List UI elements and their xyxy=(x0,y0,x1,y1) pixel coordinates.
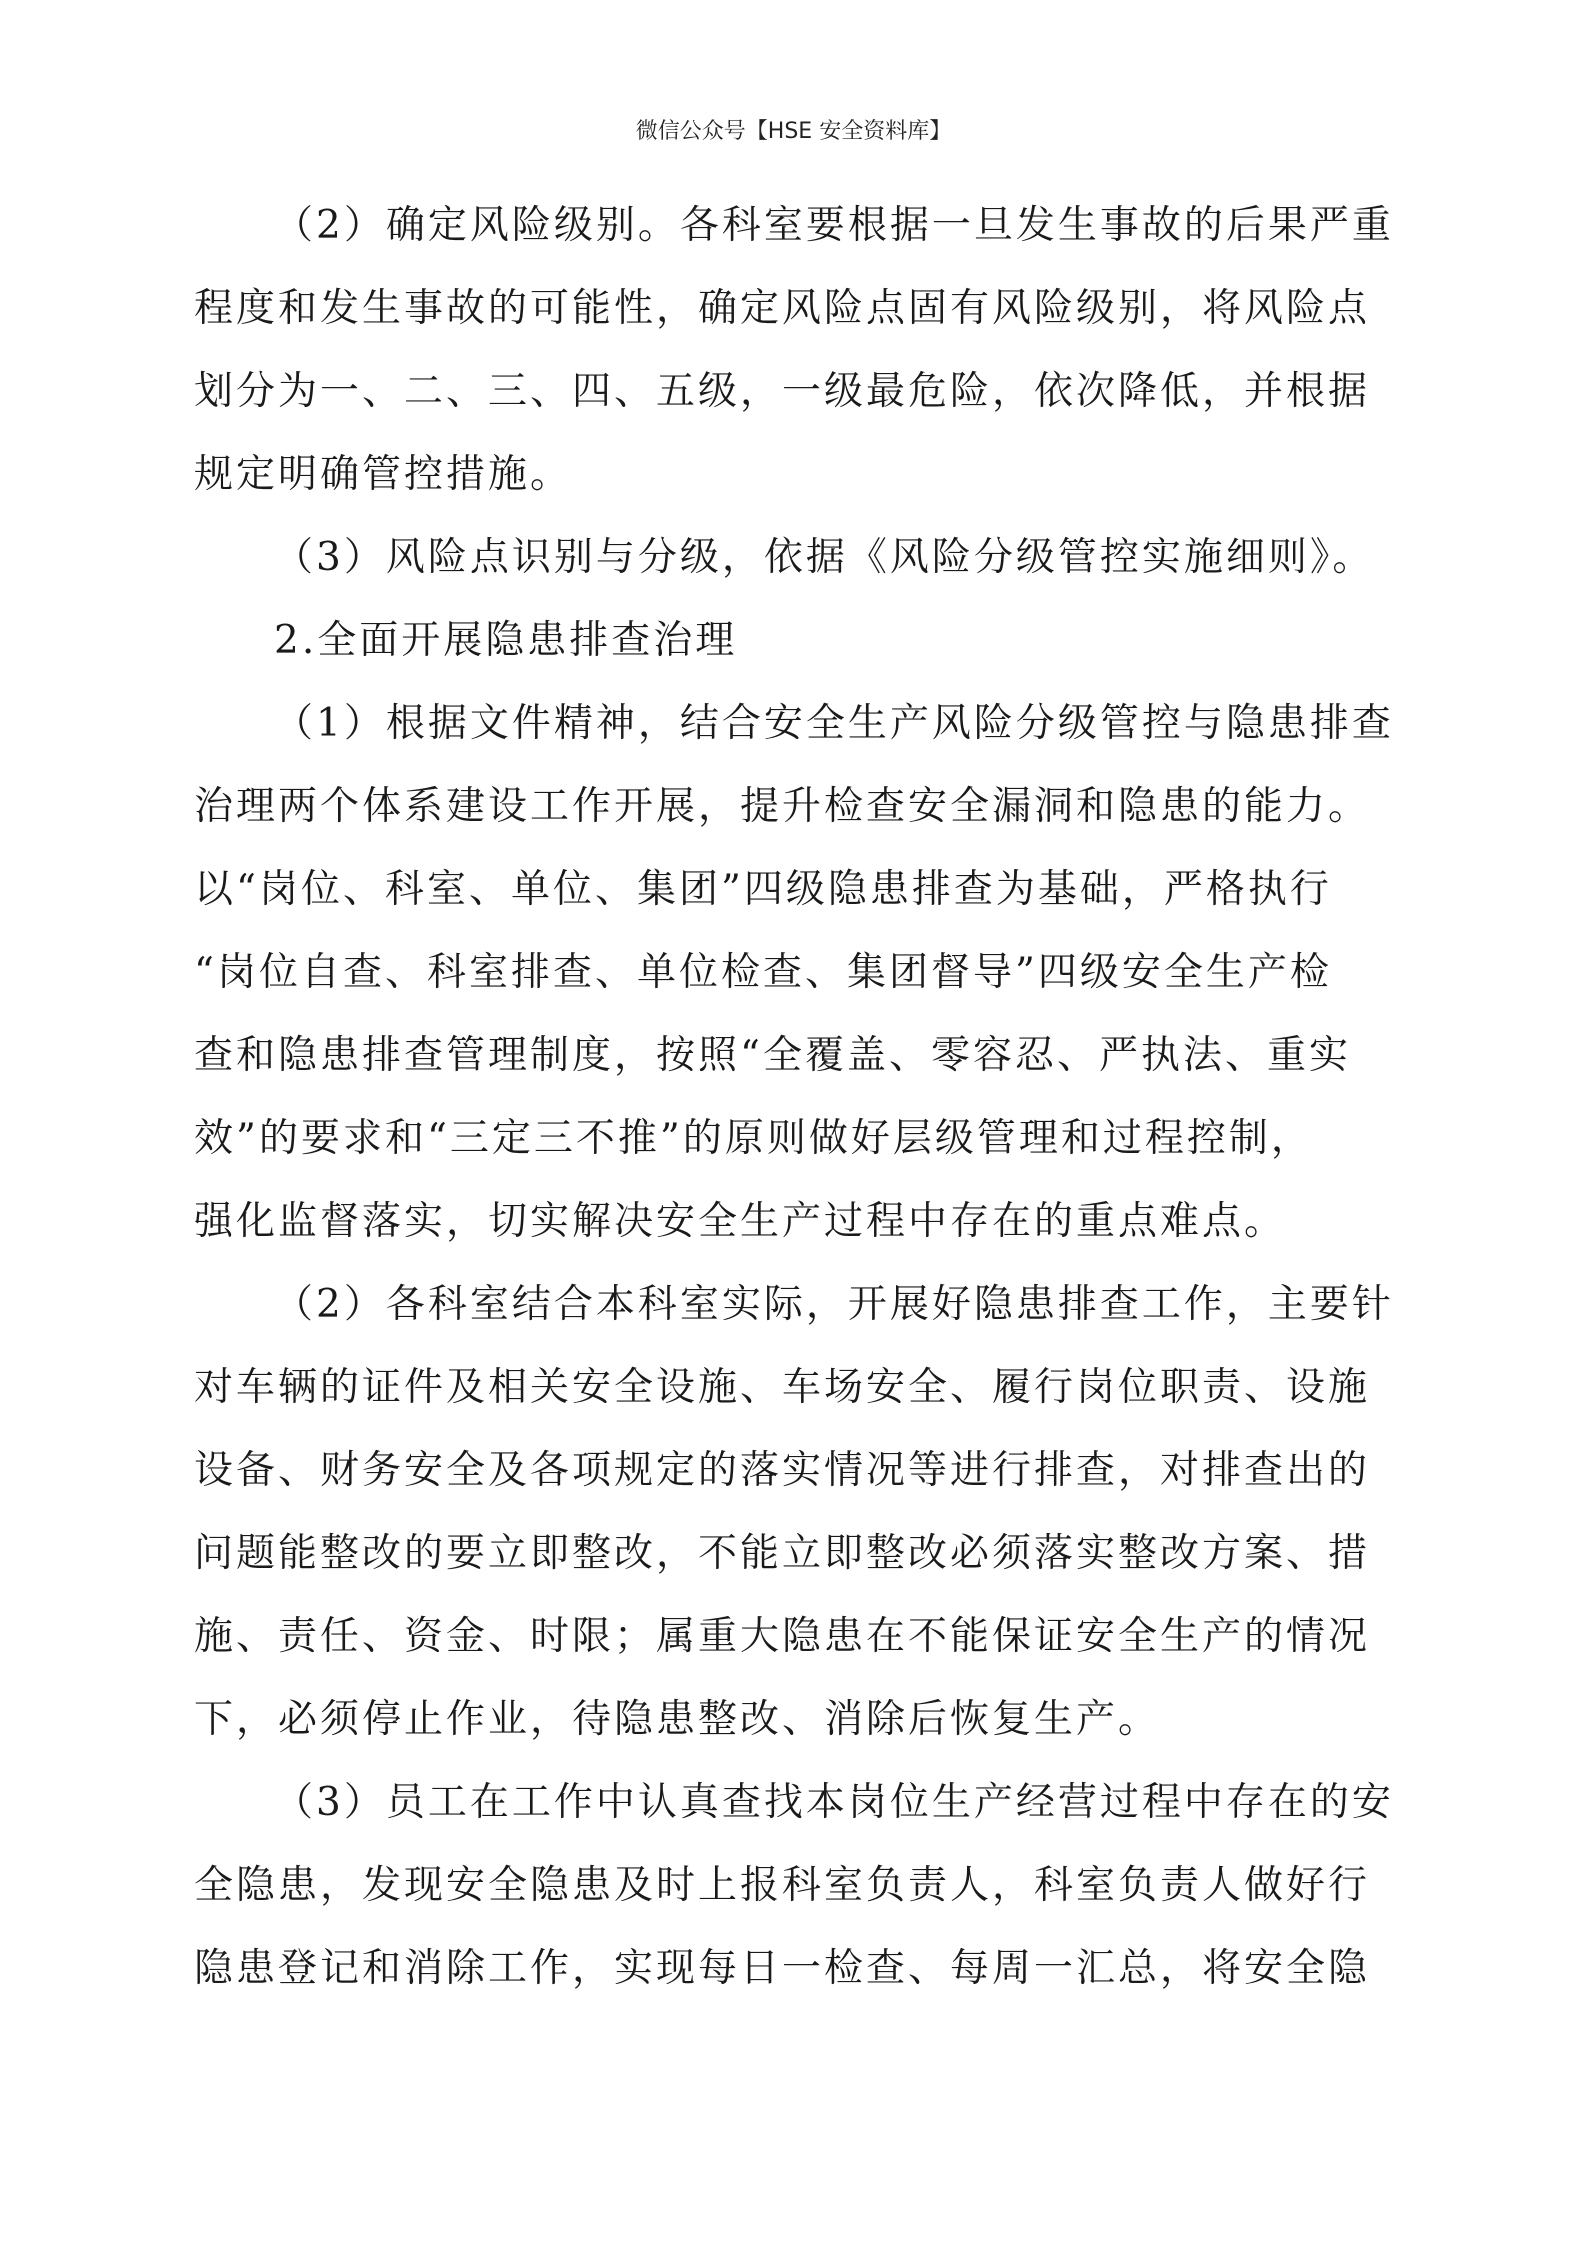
paragraph-line: 下，必须停止作业，待隐患整改、消除后恢复生产。 xyxy=(194,1697,1161,1742)
paragraph-line: “岗位自查、科室排查、单位检查、集团督导”四级安全生产检 xyxy=(194,950,1332,995)
paragraph-line: 强化监督落实，切实解决安全生产过程中存在的重点难点。 xyxy=(194,1199,1287,1244)
paragraph-line: 治理两个体系建设工作开展，提升检查安全漏洞和隐患的能力。 xyxy=(194,784,1371,829)
paragraph-line: 程度和发生事故的可能性，确定风险点固有风险级别，将风险点 xyxy=(194,286,1371,331)
paragraph-line: 设备、财务安全及各项规定的落实情况等进行排查，对排查出的 xyxy=(194,1448,1371,1493)
paragraph-line: 效”的要求和“三定三不推”的原则做好层级管理和过程控制， xyxy=(194,1116,1313,1161)
paragraph-line: （3）风险点识别与分级，依据《风险分级管控实施细则》。 xyxy=(274,535,1375,580)
paragraph-line: 全隐患，发现安全隐患及时上报科室负责人，科室负责人做好行 xyxy=(194,1863,1371,1908)
body-text xyxy=(194,184,1409,2010)
section-heading: 2.全面开展隐患排查治理 xyxy=(274,618,738,663)
paragraph-line: 隐患登记和消除工作，实现每日一检查、每周一汇总，将安全隐 xyxy=(194,1946,1371,1991)
paragraph-line: 对车辆的证件及相关安全设施、车场安全、履行岗位职责、设施 xyxy=(194,1365,1371,1410)
paragraph-line: 问题能整改的要立即整改，不能立即整改必须落实整改方案、措 xyxy=(194,1531,1371,1576)
paragraph-line: （1）根据文件精神，结合安全生产风险分级管控与隐患排查 xyxy=(274,701,1394,746)
paragraph-line: 划分为一、二、三、四、五级，一级最危险，依次降低，并根据 xyxy=(194,369,1371,414)
paragraph-line: 查和隐患排查管理制度，按照“全覆盖、零容忍、严执法、重实 xyxy=(194,1033,1351,1078)
paragraph-line: （2）确定风险级别。各科室要根据一旦发生事故的后果严重 xyxy=(274,203,1394,248)
paragraph-line: 规定明确管控措施。 xyxy=(194,452,573,497)
paragraph-line: （2）各科室结合本科室实际，开展好隐患排查工作，主要针 xyxy=(274,1282,1394,1327)
paragraph-line: 以“岗位、科室、单位、集团”四级隐患排查为基础，严格执行 xyxy=(194,867,1332,912)
paragraph-line: 施、责任、资金、时限；属重大隐患在不能保证安全生产的情况 xyxy=(194,1614,1371,1659)
page-header: 微信公众号【HSE 安全资料库】 xyxy=(635,119,952,144)
paragraph-line: （3）员工在工作中认真查找本岗位生产经营过程中存在的安 xyxy=(274,1780,1394,1825)
